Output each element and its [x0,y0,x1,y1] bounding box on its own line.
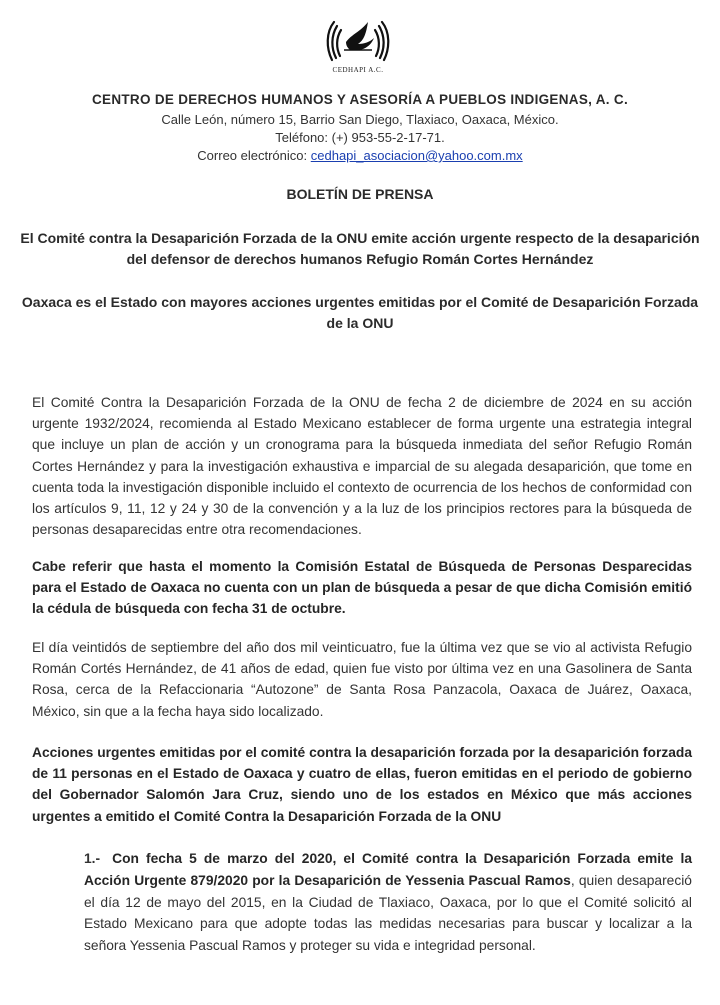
list-item-text: , quien desapareció el día 12 de mayo del 2015, en la Ciudad de Tlaxiaco, Oaxaca, por lo que el Comité solicitó al Estado Mexicano para que adopte todas las medidas necesarias para buscar y localizar a la señora Yessenia Pascual Ramos y proteger su vida e integridad personal. [84,872,692,954]
list-item [84,848,692,957]
email-label: Correo electrónico: [197,148,311,163]
paragraph-urgent-actions: Acciones urgentes emitidas por el comité contra la desaparición forzada por la desaparición forzada de 11 personas en el Estado de Oaxaca y cuatro de ellas, fueron emitidas en el periodo de gobierno del Gobernador Salomón Jara Cruz, siendo uno de los estados en México que más acciones urgentes a emitido el Comité Contra la Desaparición Forzada de la ONU [32,745,692,824]
list-item-number: 1.- [84,851,101,866]
address-line: Calle León, número 15, Barrio San Diego, Tlaxiaco, Oaxaca, México. [161,112,559,127]
phone-line: Teléfono: (+) 953-55-2-17-71. [275,130,445,145]
paragraph-disappearance-details: El día veintidós de septiembre del año dos mil veinticuatro, fue la última vez que se vio al activista Refugio Román Cortés Hernández, de 41 años de edad, quien fue visto por última vez en una Gasolinera de Santa Rosa, cerca de la Refaccionaria “Autozone” de Santa Rosa Panzacola, Oaxaca de Juárez, Oaxaca, México, sin que a la fecha haya sido localizado. [32,640,692,719]
organization-logo [322,8,394,72]
organization-name: CENTRO DE DERECHOS HUMANOS Y ASESORÍA A PUEBLOS INDIGENAS, A. C. [91,92,628,107]
paragraph-search-commission: Cabe referir que hasta el momento la Comisión Estatal de Búsqueda de Personas Desparecidas para el Estado de Oaxaca no cuenta con un plan de búsqueda a pesar de que dicha Comisión emitió la cédula de búsqueda con fecha 31 de octubre. [32,559,692,617]
list-item-bold-text: Con fecha 5 de marzo del 2020, el Comité contra la Desaparición Forzada emite la Acción Urgente 879/2020 por la Desaparición de Yessenia Pascual Ramos [84,851,692,888]
paragraph-committee-action: El Comité Contra la Desaparición Forzada de la ONU de fecha 2 de diciembre de 2024 en su acción urgente 1932/2024, recomienda al Estado Mexicano establecer de forma urgente una estrategia integral que incluye un plan de acción y un cronograma para la búsqueda inmediata del señor Refugio Román Cortes Hernández y para la investigación exhaustiva e imparcial de su alegada desaparición, que tome en cuenta toda la investigación disponible incluido el contexto de ocurrencia de los hechos de conformidad con los artículos 9, 11, 12 y 24 y 30 de la convención y a la luz de los principios rectores para la búsqueda de personas desaparecidas entre otra recomendaciones. [32,395,692,538]
headline-primary: El Comité contra la Desaparición Forzada de la ONU emite acción urgente respecto de la desaparición del defensor de derechos humanos Refugio Román Cortes Hernández [20,230,700,267]
logo-caption: CEDHAPI A.C. [332,66,384,74]
bulletin-title: BOLETÍN DE PRENSA [286,186,434,202]
headline-secondary: Oaxaca es el Estado con mayores acciones urgentes emitidas por el Comité de Desaparición Forzada de la ONU [21,294,699,331]
dove-logo-icon [322,8,394,70]
email-line [20,148,700,163]
email-link[interactable]: cedhapi_asociacion@yahoo.com.mx [310,148,523,163]
